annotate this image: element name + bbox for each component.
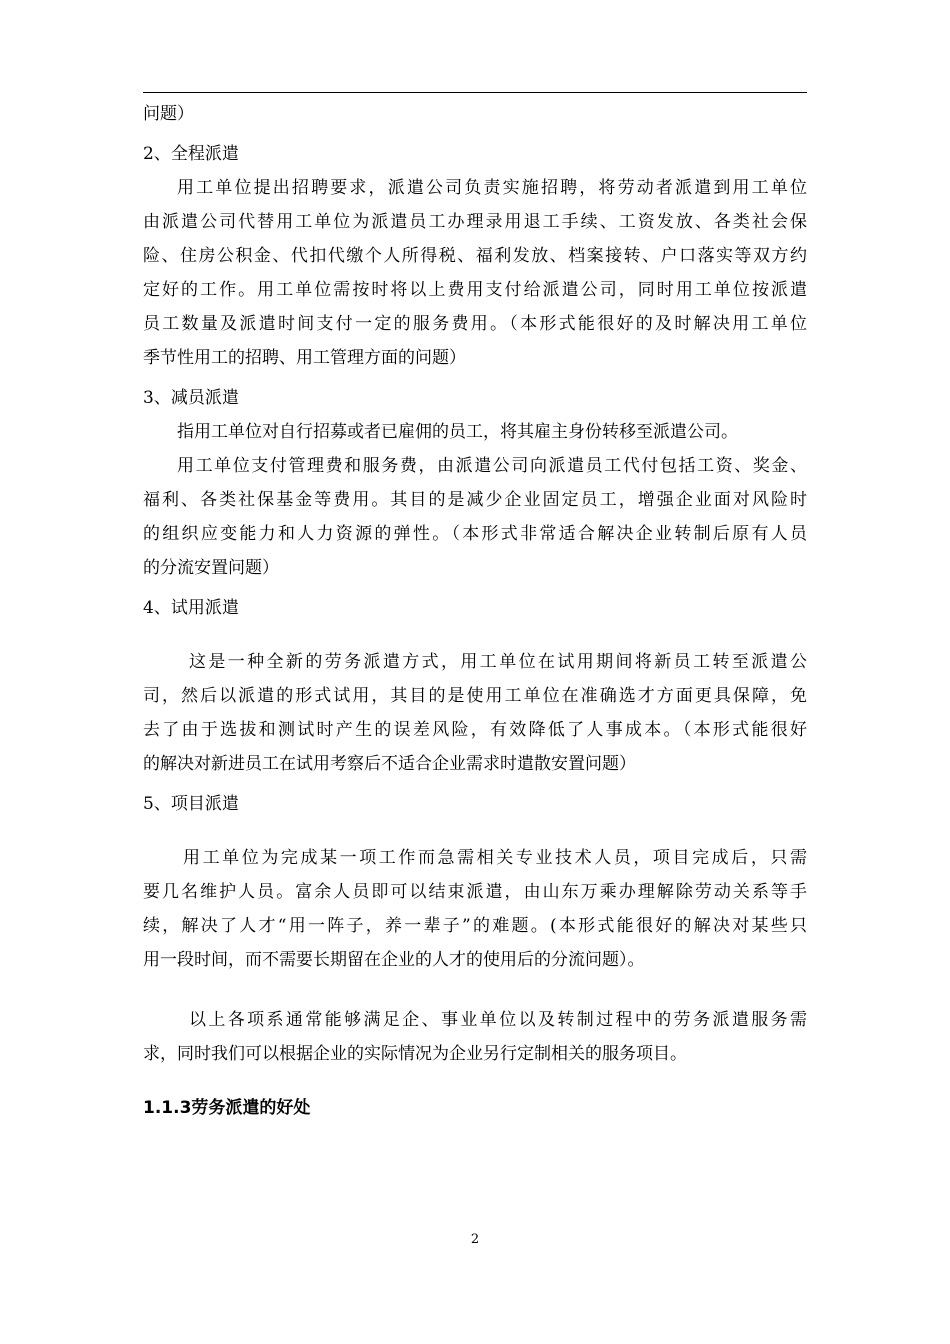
paragraph-line: 去了由于选拔和测试时产生的误差风险，有效降低了人事成本。（本形式能很好: [143, 720, 807, 740]
section-heading-reduction-dispatch: 3、减员派遣: [143, 388, 239, 408]
document-body: [143, 97, 807, 1125]
paragraph-line: 求，同时我们可以根据企业的实际情况为企业另行定制相关的服务项目。: [143, 1044, 687, 1064]
paragraph-line: 以上各项系通常能够满足企、事业单位以及转制过程中的劳务派遣服务需: [189, 1010, 807, 1030]
paragraph-line: 续，解决了人才“用一阵子，养一辈子”的难题。(本形式能很好的解决对某些只: [143, 916, 807, 936]
section-full-dispatch: [143, 137, 807, 375]
paragraph-line: 用工单位支付管理费和服务费，由派遣公司向派遣员工代付包括工资、奖金、: [177, 456, 807, 476]
paragraph-line: 季节性用工的招聘、用工管理方面的问题）: [143, 348, 466, 368]
section-trial-dispatch: [143, 591, 807, 781]
paragraph-line: 福利、各类社保基金等费用。其目的是减少企业固定员工，增强企业面对风险时: [143, 490, 807, 510]
paragraph-line: 指用工单位对自行招募或者已雇佣的员工，将其雇主身份转移至派遣公司。: [177, 422, 738, 442]
paragraph-line: 定好的工作。用工单位需按时将以上费用支付给派遣公司，同时用工单位按派遣: [143, 280, 807, 300]
paragraph-line: 司，然后以派遣的形式试用，其目的是使用工单位在准确选才方面更具保障，免: [143, 686, 807, 706]
section-heading-full-dispatch: 2、全程派遣: [143, 144, 239, 164]
paragraph-line: 的分流安置问题）: [143, 558, 279, 578]
section-reduction-dispatch: [143, 381, 807, 585]
paragraph-line: 用一段时间，而不需要长期留在企业的人才的使用后的分流问题）。: [143, 950, 645, 970]
page-number: 2: [470, 1232, 480, 1247]
section-project-dispatch: [143, 787, 807, 977]
paragraph-line: 这是一种全新的劳务派遣方式，用工单位在试用期间将新员工转至派遣公: [189, 652, 807, 672]
section-heading-trial-dispatch: 4、试用派遣: [143, 598, 239, 618]
paragraph-line: 员工数量及派遣时间支付一定的服务费用。（本形式能很好的及时解决用工单位: [143, 314, 807, 334]
header-rule: [143, 92, 807, 93]
paragraph-line: 要几名维护人员。富余人员即可以结束派遣，由山东万乘办理解除劳动关系等手: [143, 882, 807, 902]
paragraph-line: 用工单位为完成某一项工作而急需相关专业技术人员，项目完成后，只需: [183, 848, 807, 868]
section-title-benefits: 1.1.3劳务派遣的好处: [143, 1098, 311, 1118]
paragraph-line: 的组织应变能力和人力资源的弹性。（本形式非常适合解决企业转制后原有人员: [143, 524, 807, 544]
section-heading-project-dispatch: 5、项目派遣: [143, 794, 239, 814]
paragraph-line: 的解决对新进员工在试用考察后不适合企业需求时遣散安置问题）: [143, 754, 636, 774]
paragraph-line: 由派遣公司代替用工单位为派遣员工办理录用退工手续、工资发放、各类社会保: [143, 212, 807, 232]
paragraph-line: 险、住房公积金、代扣代缴个人所得税、福利发放、档案接转、户口落实等双方约: [143, 246, 807, 266]
summary-paragraph: [143, 1003, 807, 1071]
continued-paragraph-end: 问题）: [143, 104, 194, 124]
paragraph-line: 用工单位提出招聘要求，派遣公司负责实施招聘，将劳动者派遣到用工单位: [177, 178, 807, 198]
